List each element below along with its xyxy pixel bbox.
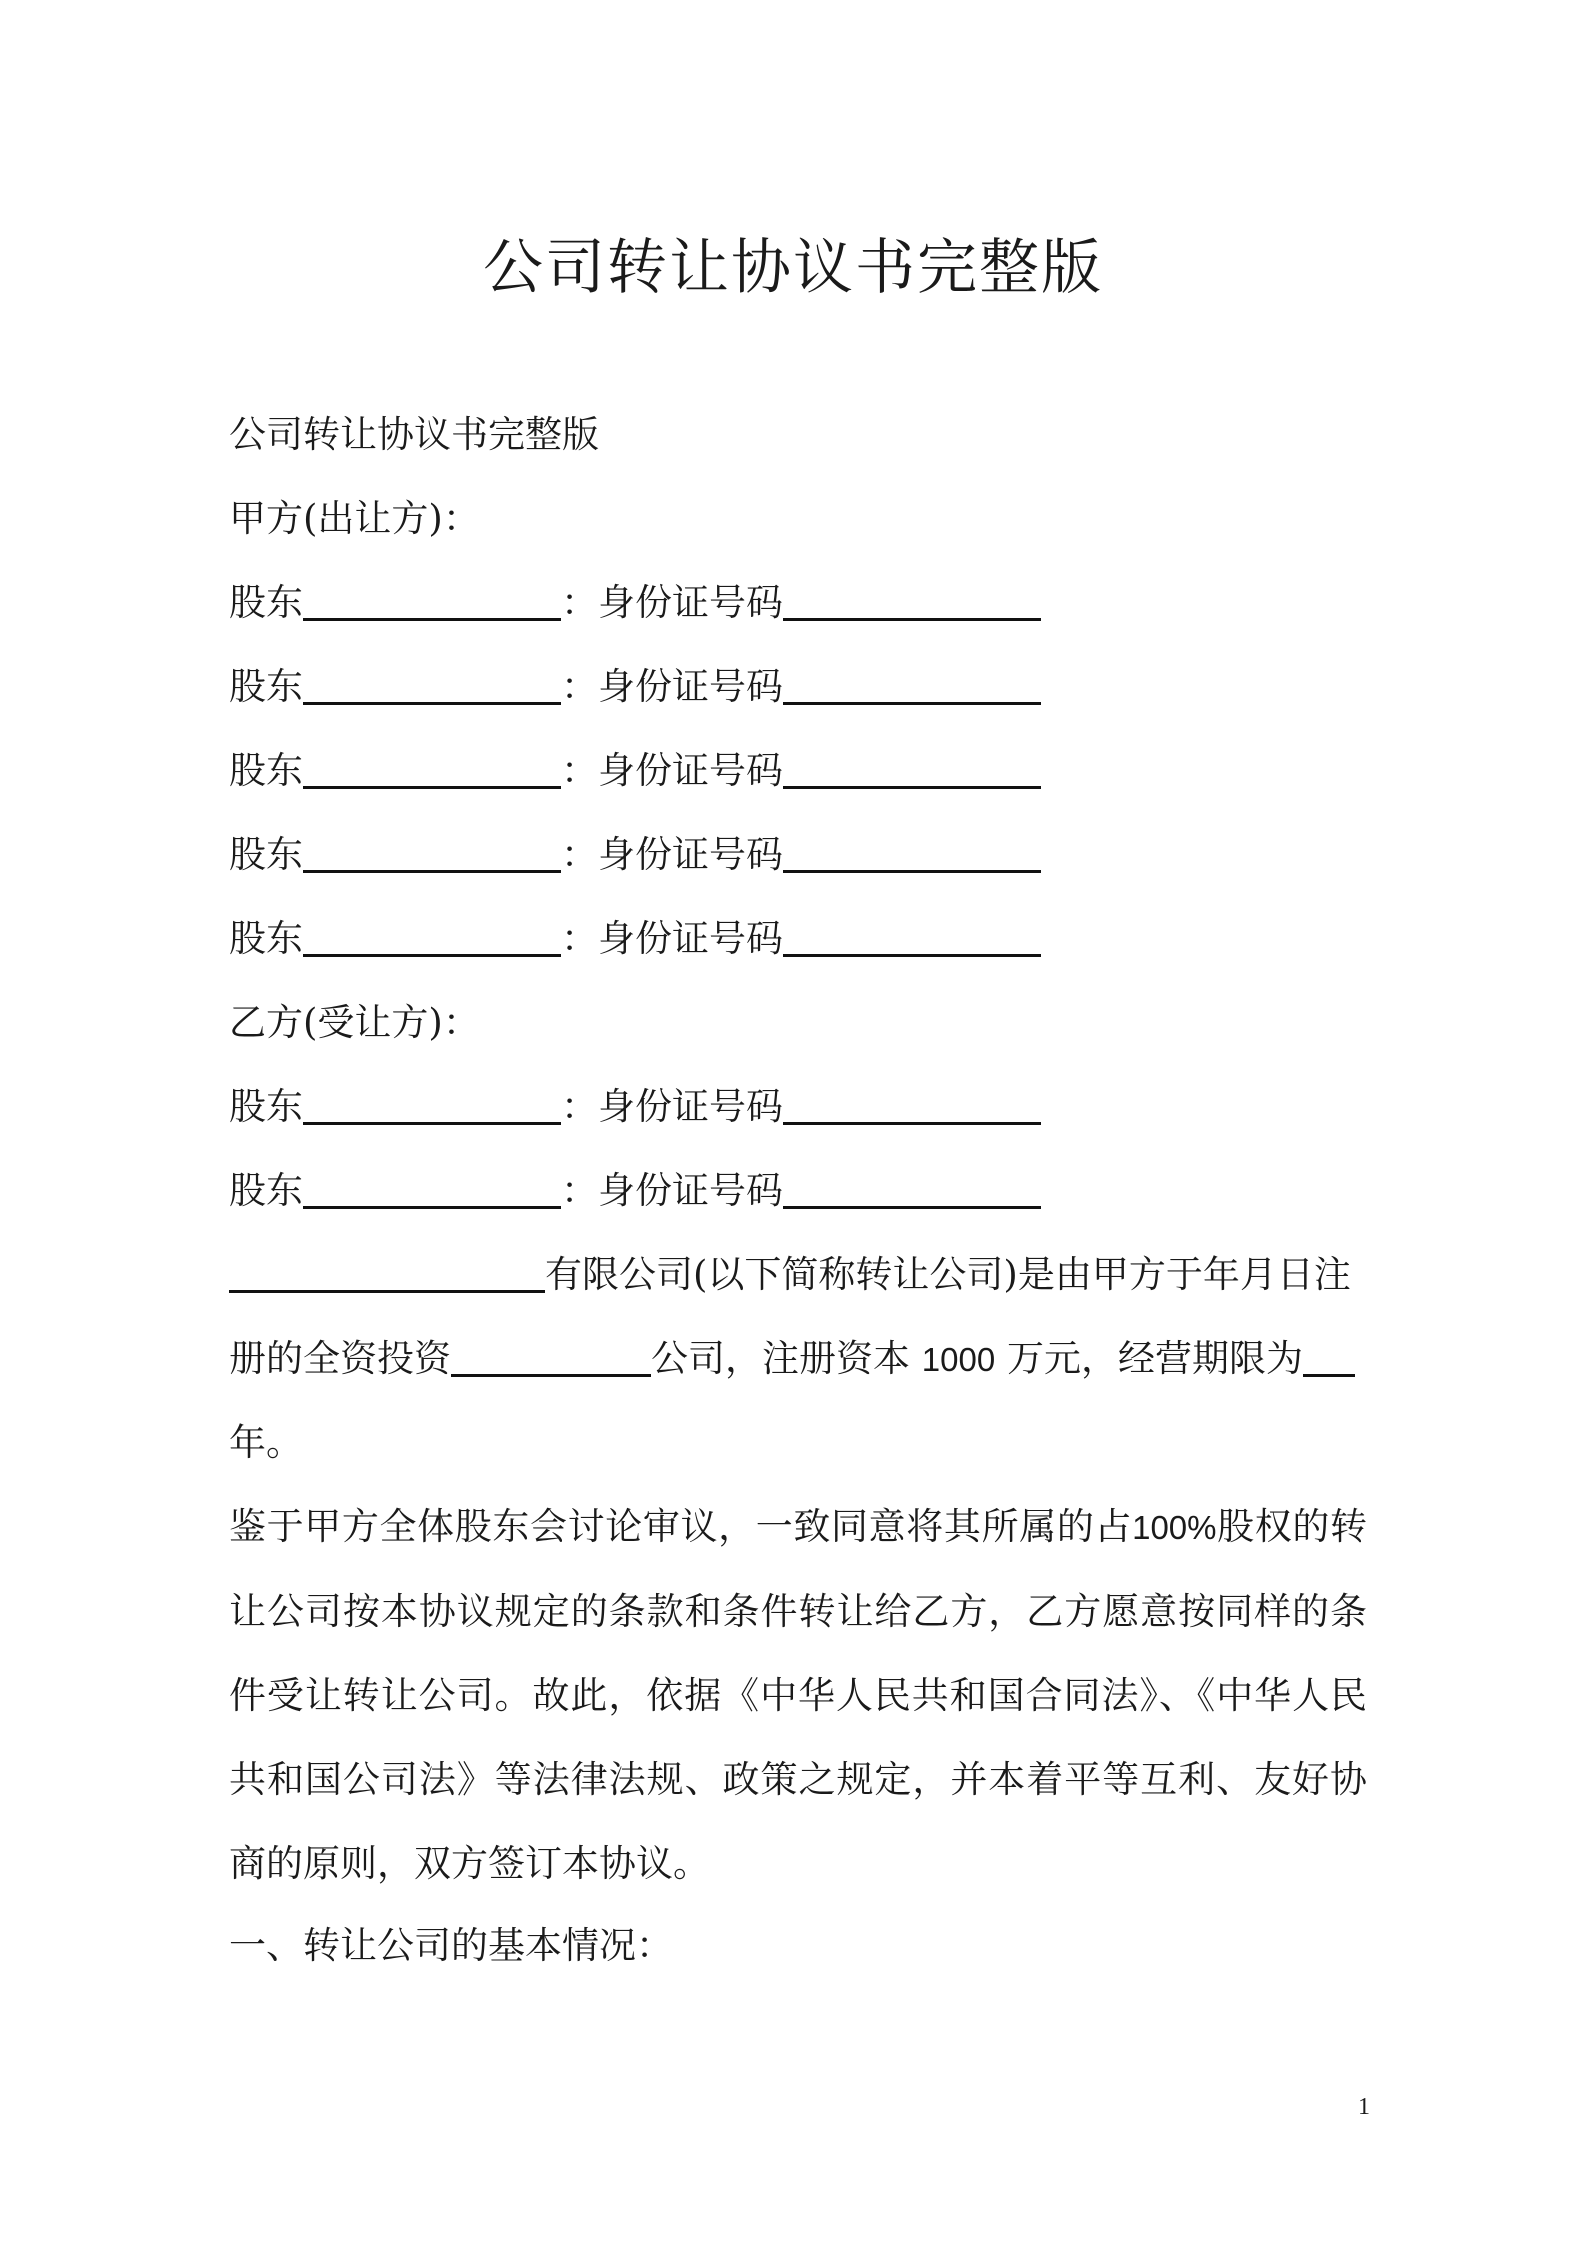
company-line-2-mid: 公司，注册资本 bbox=[651, 1337, 922, 1380]
document-subtitle: 公司转让协议书完整版 bbox=[229, 413, 599, 456]
company-line-2-prefix: 册的全资投资 bbox=[229, 1337, 451, 1380]
operating-period-blank[interactable] bbox=[1303, 1336, 1355, 1377]
separator: ： bbox=[561, 833, 598, 876]
shareholder-label: 股东 bbox=[229, 833, 303, 876]
shareholder-label: 股东 bbox=[229, 749, 303, 792]
id-label: 身份证号码 bbox=[598, 665, 783, 708]
separator: ： bbox=[561, 749, 598, 792]
shareholder-name-blank[interactable] bbox=[303, 832, 561, 873]
party-a-shareholder-row bbox=[229, 830, 1041, 880]
shareholder-label: 股东 bbox=[229, 1085, 303, 1128]
party-a-shareholder-row bbox=[229, 746, 1041, 796]
id-label: 身份证号码 bbox=[598, 833, 783, 876]
id-number-blank[interactable] bbox=[783, 832, 1041, 873]
id-number-blank[interactable] bbox=[783, 1168, 1041, 1209]
separator: ： bbox=[561, 665, 598, 708]
shareholder-name-blank[interactable] bbox=[303, 580, 561, 621]
party-a-heading: 甲方(出让方)： bbox=[229, 497, 480, 540]
shareholder-label: 股东 bbox=[229, 917, 303, 960]
shareholder-name-blank[interactable] bbox=[303, 1084, 561, 1125]
separator: ： bbox=[561, 1169, 598, 1212]
party-b-shareholder-row bbox=[229, 1166, 1041, 1216]
party-a-shareholder-row bbox=[229, 914, 1041, 964]
separator: ： bbox=[561, 1085, 598, 1128]
shareholder-name-blank[interactable] bbox=[303, 916, 561, 957]
separator: ： bbox=[561, 917, 598, 960]
recital-text-2: 股权的转让公司按本协议规定的条款和条件转让给乙方，乙方愿意按同样的条件受让转让公司。故此，依据《中华人民共和国合同法》、《中华人民共和国公司法》等法律法规、政策之规定，并本着平等互利、友好协商的原则，双方签订本协议。 bbox=[229, 1505, 1368, 1885]
id-number-blank[interactable] bbox=[783, 664, 1041, 705]
document-title: 公司转让协议书完整版 bbox=[483, 233, 1103, 303]
separator: ： bbox=[561, 581, 598, 624]
page-number: 1 bbox=[1358, 2094, 1370, 2120]
party-a-shareholder-row bbox=[229, 662, 1041, 712]
company-line-2-suffix: 万元，经营期限为 bbox=[995, 1337, 1303, 1380]
company-line-2 bbox=[229, 1334, 1355, 1385]
share-percentage: 100% bbox=[1132, 1509, 1217, 1546]
id-number-blank[interactable] bbox=[783, 1084, 1041, 1125]
id-label: 身份证号码 bbox=[598, 917, 783, 960]
company-line-3: 年。 bbox=[229, 1421, 303, 1464]
section-1-heading: 一、转让公司的基本情况： bbox=[229, 1924, 673, 1967]
party-a-shareholder-row bbox=[229, 578, 1041, 628]
id-label: 身份证号码 bbox=[598, 581, 783, 624]
recital-text-1: 鉴于甲方全体股东会讨论审议，一致同意将其所属的占 bbox=[229, 1505, 1133, 1548]
id-number-blank[interactable] bbox=[783, 916, 1041, 957]
shareholder-name-blank[interactable] bbox=[303, 664, 561, 705]
party-b-shareholder-row bbox=[229, 1082, 1041, 1132]
id-number-blank[interactable] bbox=[783, 748, 1041, 789]
shareholder-label: 股东 bbox=[229, 1169, 303, 1212]
id-label: 身份证号码 bbox=[598, 1169, 783, 1212]
shareholder-label: 股东 bbox=[229, 665, 303, 708]
id-label: 身份证号码 bbox=[598, 1085, 783, 1128]
company-line-1 bbox=[229, 1250, 1351, 1300]
registered-capital-amount: 1000 bbox=[921, 1341, 996, 1378]
shareholder-name-blank[interactable] bbox=[303, 1168, 561, 1209]
shareholder-name-blank[interactable] bbox=[303, 748, 561, 789]
id-number-blank[interactable] bbox=[783, 580, 1041, 621]
party-b-heading: 乙方(受让方)： bbox=[229, 1001, 480, 1044]
id-label: 身份证号码 bbox=[598, 749, 783, 792]
shareholder-label: 股东 bbox=[229, 581, 303, 624]
recital-paragraph bbox=[229, 1485, 1367, 1906]
investor-blank[interactable] bbox=[451, 1336, 651, 1377]
company-line-1-text: 有限公司(以下简称转让公司)是由甲方于年月日注 bbox=[545, 1253, 1351, 1296]
company-name-blank[interactable] bbox=[229, 1252, 545, 1293]
